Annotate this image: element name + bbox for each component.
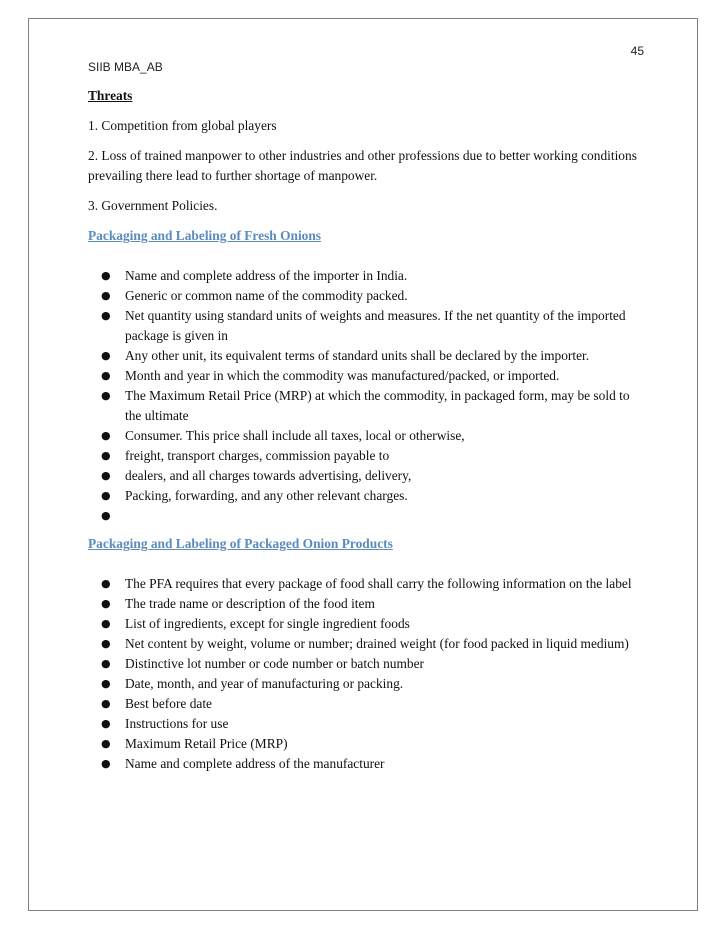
bullet-icon: ● (101, 449, 111, 462)
list-item-text: Packing, forwarding, and any other relevant charges. (125, 488, 408, 503)
bullet-icon: ● (101, 509, 111, 522)
fresh-onions-heading: Packaging and Labeling of Fresh Onions (88, 228, 322, 243)
list-item-text: Maximum Retail Price (MRP) (125, 736, 288, 751)
list-item (88, 714, 648, 734)
bullet-icon: ● (101, 349, 111, 362)
list-item (88, 366, 648, 386)
list-item (88, 634, 648, 654)
threat-item-3: 3. Government Policies. (88, 198, 218, 213)
bullet-icon: ● (101, 577, 111, 590)
list-item (88, 674, 648, 694)
bullet-icon: ● (101, 469, 111, 482)
list-item-text: Consumer. This price shall include all taxes, local or otherwise, (125, 428, 465, 443)
list-item (88, 734, 648, 754)
list-item-text: Best before date (125, 696, 212, 711)
bullet-icon: ● (101, 389, 111, 402)
bullet-icon: ● (101, 637, 111, 650)
list-item (88, 426, 648, 446)
list-item-empty (88, 506, 648, 526)
bullet-icon: ● (101, 289, 111, 302)
list-item (88, 574, 648, 594)
bullet-icon: ● (101, 269, 111, 282)
list-item (88, 486, 648, 506)
list-item-text: The trade name or description of the food item (125, 596, 375, 611)
list-item-text: Generic or common name of the commodity packed. (125, 288, 408, 303)
list-item (88, 286, 648, 306)
list-item (88, 594, 648, 614)
bullet-icon: ● (101, 597, 111, 610)
list-item-text: The Maximum Retail Price (MRP) at which the commodity, in packaged form, may be sold to the ultimate (125, 388, 630, 423)
bullet-icon: ● (101, 697, 111, 710)
bullet-icon: ● (101, 717, 111, 730)
list-item-text (125, 508, 128, 523)
list-item (88, 446, 648, 466)
list-item (88, 346, 648, 366)
running-header: SIIB MBA_AB (88, 60, 163, 74)
bullet-icon: ● (101, 737, 111, 750)
threat-item-1: 1. Competition from global players (88, 118, 277, 133)
packaged-onions-heading: Packaging and Labeling of Packaged Onion Products (88, 536, 393, 551)
list-item-text: dealers, and all charges towards advertising, delivery, (125, 468, 412, 483)
list-item-text: List of ingredients, except for single ingredient foods (125, 616, 410, 631)
bullet-icon: ● (101, 369, 111, 382)
list-item-text: Instructions for use (125, 716, 229, 731)
bullet-icon: ● (101, 677, 111, 690)
threat-item-2: 2. Loss of trained manpower to other industries and other professions due to better working conditions prevailing there lead to further shortage of manpower. (88, 148, 637, 183)
list-item-text: freight, transport charges, commission payable to (125, 448, 390, 463)
bullet-icon: ● (101, 489, 111, 502)
list-item-text: Name and complete address of the importer in India. (125, 268, 408, 283)
list-item (88, 614, 648, 634)
list-item (88, 266, 648, 286)
bullet-icon: ● (101, 309, 111, 322)
bullet-icon: ● (101, 657, 111, 670)
list-item-text: The PFA requires that every package of food shall carry the following information on the label (125, 576, 632, 591)
threats-heading: Threats (88, 88, 133, 103)
list-item-text: Distinctive lot number or code number or batch number (125, 656, 424, 671)
packaged-onions-list (88, 574, 648, 774)
bullet-icon: ● (101, 757, 111, 770)
bullet-icon: ● (101, 617, 111, 630)
list-item (88, 694, 648, 714)
bullet-icon: ● (101, 429, 111, 442)
list-item (88, 754, 648, 774)
page-number: 45 (630, 44, 644, 58)
list-item-text: Any other unit, its equivalent terms of standard units shall be declared by the importer. (125, 348, 590, 363)
list-item (88, 306, 648, 346)
page-content (88, 86, 648, 774)
list-item-text: Date, month, and year of manufacturing or packing. (125, 676, 404, 691)
fresh-onions-list (88, 266, 648, 526)
list-item-text: Name and complete address of the manufacturer (125, 756, 385, 771)
list-item-text: Net quantity using standard units of weights and measures. If the net quantity of the imported package is given in (125, 308, 626, 343)
list-item (88, 466, 648, 486)
list-item-text: Net content by weight, volume or number; drained weight (for food packed in liquid medium) (125, 636, 629, 651)
list-item (88, 386, 648, 426)
list-item (88, 654, 648, 674)
list-item-text: Month and year in which the commodity was manufactured/packed, or imported. (125, 368, 560, 383)
